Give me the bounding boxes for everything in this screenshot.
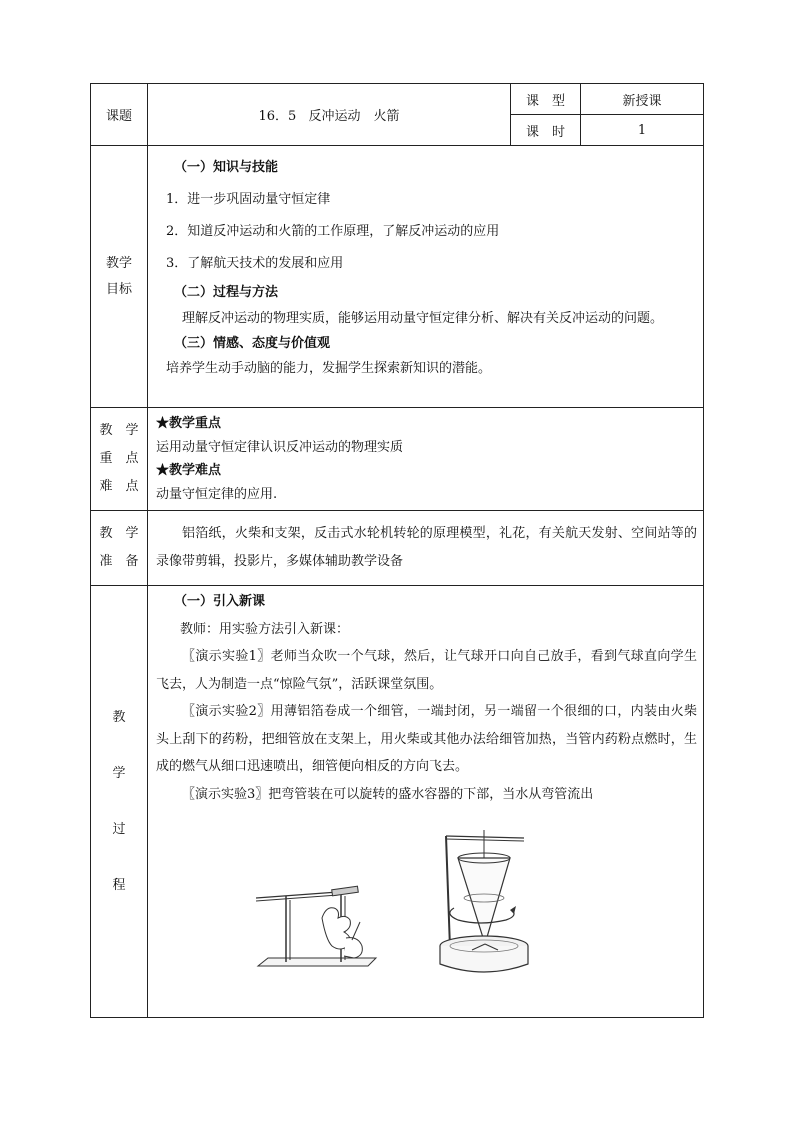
objectives-sec1-title: （一）知识与技能 bbox=[174, 160, 279, 175]
preparation-text: 铝箔纸，火柴和支架，反击式水轮机转轮的原理模型，礼花，有关航天发射、空间站等的录像带剪辑，投影片，多媒体辅助教学设备 bbox=[156, 526, 697, 569]
process-label bbox=[91, 586, 148, 1018]
process-label-char: 过 bbox=[112, 821, 126, 837]
hours-label: 课 时 bbox=[511, 115, 581, 146]
keypoints-label-line: 难 点 bbox=[99, 479, 139, 494]
demo2-text: 〖演示实验2〗用薄铝箔卷成一个细管，一端封闭，另一端留一个很细的口，内装由火柴头上刮下的药粉，把细管放在支架上，用火柴或其他办法给细管加热，当管内药粉点燃时，生成的燃气从细口迅速喷出，细管便向相反的方向飞去。 bbox=[156, 704, 697, 774]
keypoints-label-line: 重 点 bbox=[99, 451, 139, 466]
objectives-sec3-title: （三）情感、态度与价值观 bbox=[174, 336, 331, 351]
preparation-label-line1: 教 学 bbox=[99, 526, 139, 541]
keypoints-content bbox=[148, 408, 704, 511]
objectives-sec3-text: 培养学生动手动脑的能力，发掘学生探索新知识的潜能。 bbox=[166, 361, 492, 376]
objectives-label-line1: 教学 bbox=[105, 255, 132, 271]
lesson-number: 16．5 bbox=[258, 109, 297, 124]
difficulty-text: 动量守恒定律的应用. bbox=[156, 486, 278, 502]
type-label: 课 型 bbox=[511, 84, 581, 115]
process-sec1-title: （一）引入新课 bbox=[174, 594, 266, 609]
type-value: 新授课 bbox=[581, 84, 704, 115]
focus-text: 运用动量守恒定律认识反冲运动的物理实质 bbox=[156, 439, 404, 455]
preparation-label-line2: 准 备 bbox=[99, 554, 139, 569]
process-content bbox=[148, 586, 704, 1018]
focus-title: ★教学重点 bbox=[156, 416, 222, 431]
rotating-water-cone-sketch-icon bbox=[436, 828, 536, 978]
objectives-item: 1．进一步巩固动量守恒定律 bbox=[166, 192, 331, 207]
preparation-label bbox=[91, 511, 148, 586]
topic-label: 课题 bbox=[91, 84, 148, 146]
rocket-tube-on-stand-sketch-icon bbox=[256, 878, 396, 978]
keypoints-label bbox=[91, 408, 148, 511]
process-label-char: 学 bbox=[112, 765, 126, 781]
demo3-text: 〖演示实验3〗把弯管装在可以旋转的盛水容器的下部，当水从弯管流出 bbox=[182, 786, 594, 802]
objectives-item: 3．了解航天技术的发展和应用 bbox=[166, 256, 344, 271]
lesson-title bbox=[148, 84, 511, 146]
objectives-label bbox=[91, 146, 148, 408]
demo1-text: 〖演示实验1〗老师当众吹一个气球，然后，让气球开口向自己放手，看到气球直向学生飞去，人为制造一点“惊险气氛”，活跃课堂氛围。 bbox=[156, 649, 697, 692]
objectives-item: 2．知道反冲运动和火箭的工作原理，了解反冲运动的应用 bbox=[166, 224, 500, 239]
objectives-sec2-title: （二）过程与方法 bbox=[174, 285, 279, 300]
objectives-sec2-text: 理解反冲运动的物理实质，能够运用动量守恒定律分析、解决有关反冲运动的问题。 bbox=[182, 311, 664, 326]
lesson-plan-table bbox=[90, 83, 704, 1018]
preparation-content bbox=[148, 511, 704, 586]
process-label-char: 教 bbox=[112, 709, 126, 725]
hours-value: 1 bbox=[581, 115, 704, 146]
lesson-name: 反冲运动 火箭 bbox=[308, 109, 400, 124]
process-label-char: 程 bbox=[112, 877, 126, 893]
process-intro: 教师：用实验方法引入新课： bbox=[180, 621, 350, 637]
objectives-content bbox=[148, 146, 704, 408]
figure-row bbox=[156, 808, 697, 978]
keypoints-label-line: 教 学 bbox=[99, 423, 139, 438]
difficulty-title: ★教学难点 bbox=[156, 463, 222, 478]
objectives-label-line2: 目标 bbox=[105, 281, 132, 297]
